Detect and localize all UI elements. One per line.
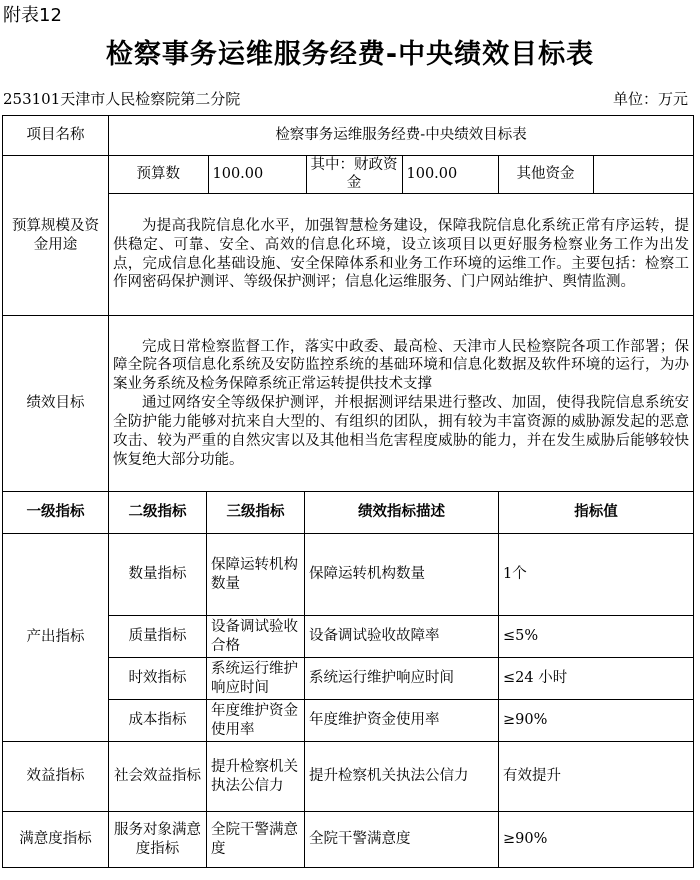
performance-goal-cell <box>109 316 694 492</box>
level3-cell: 保障运转机构数量 <box>207 534 305 616</box>
budget-section-label: 预算规模及资金用途 <box>3 156 109 316</box>
header-description: 绩效指标描述 <box>305 492 499 534</box>
budget-amounts <box>109 156 693 193</box>
project-name-row <box>3 116 694 156</box>
value-cell: 有效提升 <box>499 742 694 812</box>
budget-total-value: 100.00 <box>208 156 306 193</box>
level2-cell: 成本指标 <box>109 700 207 742</box>
header-value: 指标值 <box>499 492 694 534</box>
header-level1: 一级指标 <box>3 492 109 534</box>
value-cell: ≤5% <box>499 616 694 658</box>
header-level2: 二级指标 <box>109 492 207 534</box>
budget-description: 为提高我院信息化水平，加强智慧检务建设，保障我院信息化系统正常有序运转，提供稳定、可靠、安全、高效的信息化环境，设立该项目以更好服务检察业务工作为出发点，完成信息化基础设施、安全保障体系和业务工作环境的运维工作。主要包括：检察工作网密码保护测评、等级保护测评；信息化运维服务、门户网站维护、舆情监测。 <box>113 217 690 291</box>
attachment-label: 附表12 <box>3 5 62 26</box>
description-cell: 全院干警满意度 <box>305 812 499 868</box>
organization-name: 253101天津市人民检察院第二分院 <box>3 90 241 108</box>
project-name-value: 检察事务运维服务经费-中央绩效目标表 <box>109 116 694 156</box>
description-cell: 系统运行维护响应时间 <box>305 658 499 700</box>
performance-goal-label: 绩效目标 <box>3 316 109 492</box>
fiscal-funds-label: 其中：财政资金 <box>306 156 402 193</box>
level3-cell: 全院干警满意度 <box>207 812 305 868</box>
description-cell: 提升检察机关执法公信力 <box>305 742 499 812</box>
level1-output: 产出指标 <box>3 534 109 742</box>
description-cell: 设备调试验收故障率 <box>305 616 499 658</box>
value-cell: ≥90% <box>499 700 694 742</box>
value-cell: ≥90% <box>499 812 694 868</box>
level2-cell: 数量指标 <box>109 534 207 616</box>
level1-satisfaction: 满意度指标 <box>3 812 109 868</box>
level1-benefit: 效益指标 <box>3 742 109 812</box>
other-funds-value <box>593 156 693 193</box>
page-title: 检察事务运维服务经费-中央绩效目标表 <box>105 39 595 70</box>
budget-description-cell <box>109 194 694 316</box>
level2-cell: 时效指标 <box>109 658 207 700</box>
performance-table <box>2 115 694 868</box>
level2-cell: 服务对象满意度指标 <box>109 812 207 868</box>
fiscal-funds-value: 100.00 <box>402 156 498 193</box>
table-row <box>3 812 694 868</box>
goal-paragraph-1: 完成日常检察监督工作，落实中政委、最高检、天津市人民检察院各项工作部署；保障全院各项信息化系统及安防监控系统的基础环境和信息化数据及软件环境的运行，为办案业务系统及检务保障系统正常运转提供技术支撑 <box>113 338 690 393</box>
indicator-header-row <box>3 492 694 534</box>
description-cell: 保障运转机构数量 <box>305 534 499 616</box>
performance-goal-row <box>3 316 694 492</box>
level2-cell: 社会效益指标 <box>109 742 207 812</box>
table-row <box>3 742 694 812</box>
value-cell: 1个 <box>499 534 694 616</box>
header-level3: 三级指标 <box>207 492 305 534</box>
other-funds-label: 其他资金 <box>498 156 593 193</box>
goal-paragraph-2: 通过网络安全等级保护测评，并根据测评结果进行整改、加固，使得我院信息系统安全防护能力能够对抗来自大型的、有组织的团队，拥有较为丰富资源的威胁源发起的恶意攻击、较为严重的自然灾害以及其他相当危害程度威胁的能力，并在发生威胁后能够较快恢复绝大部分功能。 <box>113 395 690 468</box>
level3-cell: 提升检察机关执法公信力 <box>207 742 305 812</box>
level3-cell: 设备调试验收合格 <box>207 616 305 658</box>
budget-total-label: 预算数 <box>109 156 208 193</box>
table-row <box>3 534 694 616</box>
level2-cell: 质量指标 <box>109 616 207 658</box>
level3-cell: 年度维护资金使用率 <box>207 700 305 742</box>
level3-cell: 系统运行维护响应时间 <box>207 658 305 700</box>
project-name-label: 项目名称 <box>3 116 109 156</box>
budget-amounts-row <box>3 156 694 194</box>
description-cell: 年度维护资金使用率 <box>305 700 499 742</box>
value-cell: ≤24 小时 <box>499 658 694 700</box>
unit-label: 单位：万元 <box>612 90 688 108</box>
